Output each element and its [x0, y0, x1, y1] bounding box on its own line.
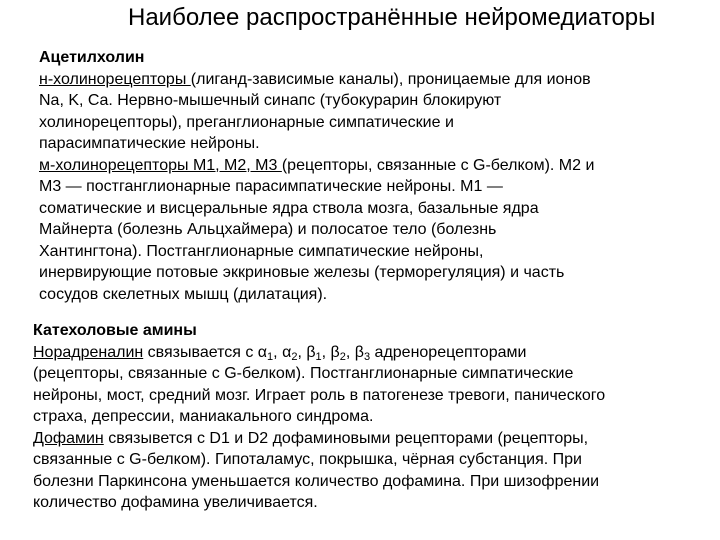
catecholamines-heading: Катехоловые амины: [33, 322, 197, 339]
dopamine-term: Дофамин: [33, 429, 104, 447]
subscript: 1: [267, 350, 274, 363]
separator: ,: [321, 343, 331, 361]
text-line: количество дофамина увеличивается.: [33, 494, 318, 511]
text-line: болезни Паркинсона уменьшается количество дофамина. При шизофрении: [33, 472, 600, 490]
text-fragment: (лиганд-зависимые каналы), проницаемые для ионов: [190, 70, 591, 88]
subscript: 3: [363, 350, 371, 363]
subscript: 2: [291, 350, 298, 363]
text-line: М3 — постганглионарные парасимпатические нейроны. М1 —: [39, 178, 503, 195]
separator: ,: [273, 343, 283, 361]
separator: ,: [345, 343, 355, 361]
subscript: 2: [339, 350, 346, 363]
text-line: сосудов скелетных мышц (дилатация).: [39, 285, 328, 303]
text-line: Na, K, Ca. Нервно-мышечный синапс (тубокурарин блокируют: [39, 92, 502, 109]
beta-symbol: β: [354, 343, 364, 361]
text-line: Майнерта (болезнь Альцхаймера) и полосатое тело (болезнь: [39, 221, 497, 238]
text-line: нейроны, мост, средний мозг. Играет роль в патогенезе тревоги, панического: [33, 386, 606, 404]
alpha-symbol: α: [257, 343, 268, 361]
n-cholinoreceptors-term: н-холинорецепторы: [39, 70, 191, 88]
text-fragment: (рецепторы, связанные с G-белком). М2 и: [281, 156, 595, 174]
text-line: [33, 428, 703, 450]
beta-symbol: β: [330, 343, 340, 361]
catecholamines-section: [33, 320, 703, 514]
subscript: 1: [315, 350, 322, 363]
m-cholinoreceptors-term: м-холинорецепторы М1, М2, М3: [39, 156, 282, 174]
acetylcholine-section: [39, 47, 699, 305]
text-fragment: связывается с: [143, 343, 258, 361]
alpha-symbol: α: [282, 343, 292, 361]
text-line: страха, депрессии, маниакального синдрома.: [33, 408, 374, 425]
text-line: связанные с G-белком). Гипоталамус, покрышка, чёрная субстанция. При: [33, 451, 582, 468]
text-line: [39, 155, 699, 177]
text-line: [33, 342, 703, 364]
slide-title: Наиболее распространённые нейромедиаторы: [128, 4, 656, 31]
text-fragment: связывется с D1 и D2 дофаминовыми рецепторами (рецепторы,: [103, 429, 589, 447]
text-fragment: адренорецепторами: [370, 343, 527, 361]
text-line: (рецепторы, связанные с G-белком). Постганглионарные симпатические: [33, 365, 574, 382]
text-line: холинорецепторы), преганглионарные симпатические и: [39, 113, 454, 131]
text-line: Хантингтона). Постганглионарные симпатические нейроны,: [39, 242, 484, 260]
separator: ,: [297, 343, 307, 361]
text-line: соматические и висцеральные ядра ствола мозга, базальные ядра: [39, 199, 539, 217]
acetylcholine-heading: Ацетилхолин: [39, 49, 145, 66]
text-line: инервирующие потовые эккриновые железы (терморегуляция) и часть: [39, 264, 565, 281]
text-line: [39, 69, 699, 91]
noradrenaline-term: Норадреналин: [33, 343, 144, 361]
beta-symbol: β: [306, 343, 316, 361]
text-line: парасимпатические нейроны.: [39, 135, 260, 152]
